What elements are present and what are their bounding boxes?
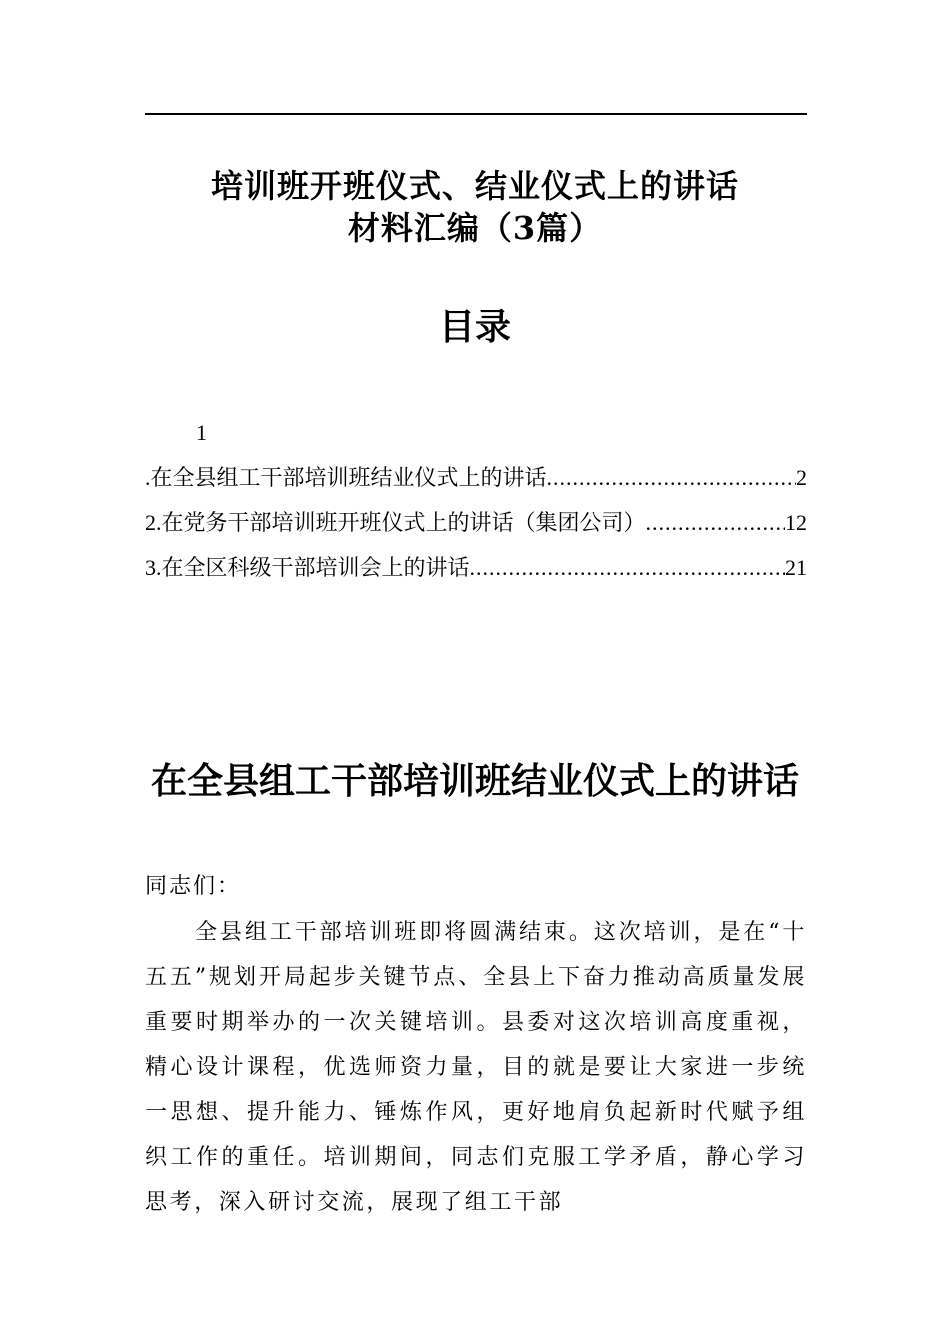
- section-title: 在全县组工干部培训班结业仪式上的讲话: [150, 760, 799, 802]
- toc-item-page: 2: [796, 465, 807, 490]
- toc-item-1[interactable]: [145, 463, 807, 494]
- toc-item-prefix: .: [145, 465, 151, 490]
- toc-item-title: 在全县组工干部培训班结业仪式上的讲话: [150, 466, 547, 491]
- toc-item-page: 21: [785, 555, 807, 580]
- toc-heading: 目录: [438, 306, 511, 348]
- greeting: 同志们：: [145, 874, 242, 899]
- toc-item-title: 在党务干部培训班开班仪式上的讲话（集团公司）: [161, 511, 646, 536]
- toc-item-1-number: 1: [196, 420, 207, 445]
- toc-item-2[interactable]: [145, 508, 807, 539]
- toc-leader-dots: [470, 553, 785, 583]
- document-title-line-1: 培训班开班仪式、结业仪式上的讲话: [210, 167, 739, 205]
- body-paragraph: 全县组工干部培训班即将圆满结束。这次培训，是在“十五五”规划开局起步关键节点、全县上下奋力推动高质量发展重要时期举办的一次关键培训。县委对这次培训高度重视，精心设计课程，优选师资力量，目的就是要让大家进一步统一思想、提升能力、锤炼作风，更好地肩负起新时代赋予组织工作的重任。培训期间，同志们克服工学矛盾，静心学习思考，深入研讨交流，展现了组工干部: [145, 920, 807, 1215]
- toc-item-page: 12: [785, 510, 807, 535]
- toc-item-3[interactable]: [145, 553, 807, 584]
- toc-leader-dots: [547, 463, 796, 493]
- toc-leader-dots: [646, 508, 785, 538]
- toc-item-title: 在全区科级干部培训会上的讲话: [161, 556, 470, 581]
- document-title-line-2: 材料汇编（3篇）: [347, 209, 603, 247]
- header-rule: [145, 113, 807, 115]
- toc-item-prefix: 3.: [145, 555, 162, 580]
- toc-item-prefix: 2.: [145, 510, 162, 535]
